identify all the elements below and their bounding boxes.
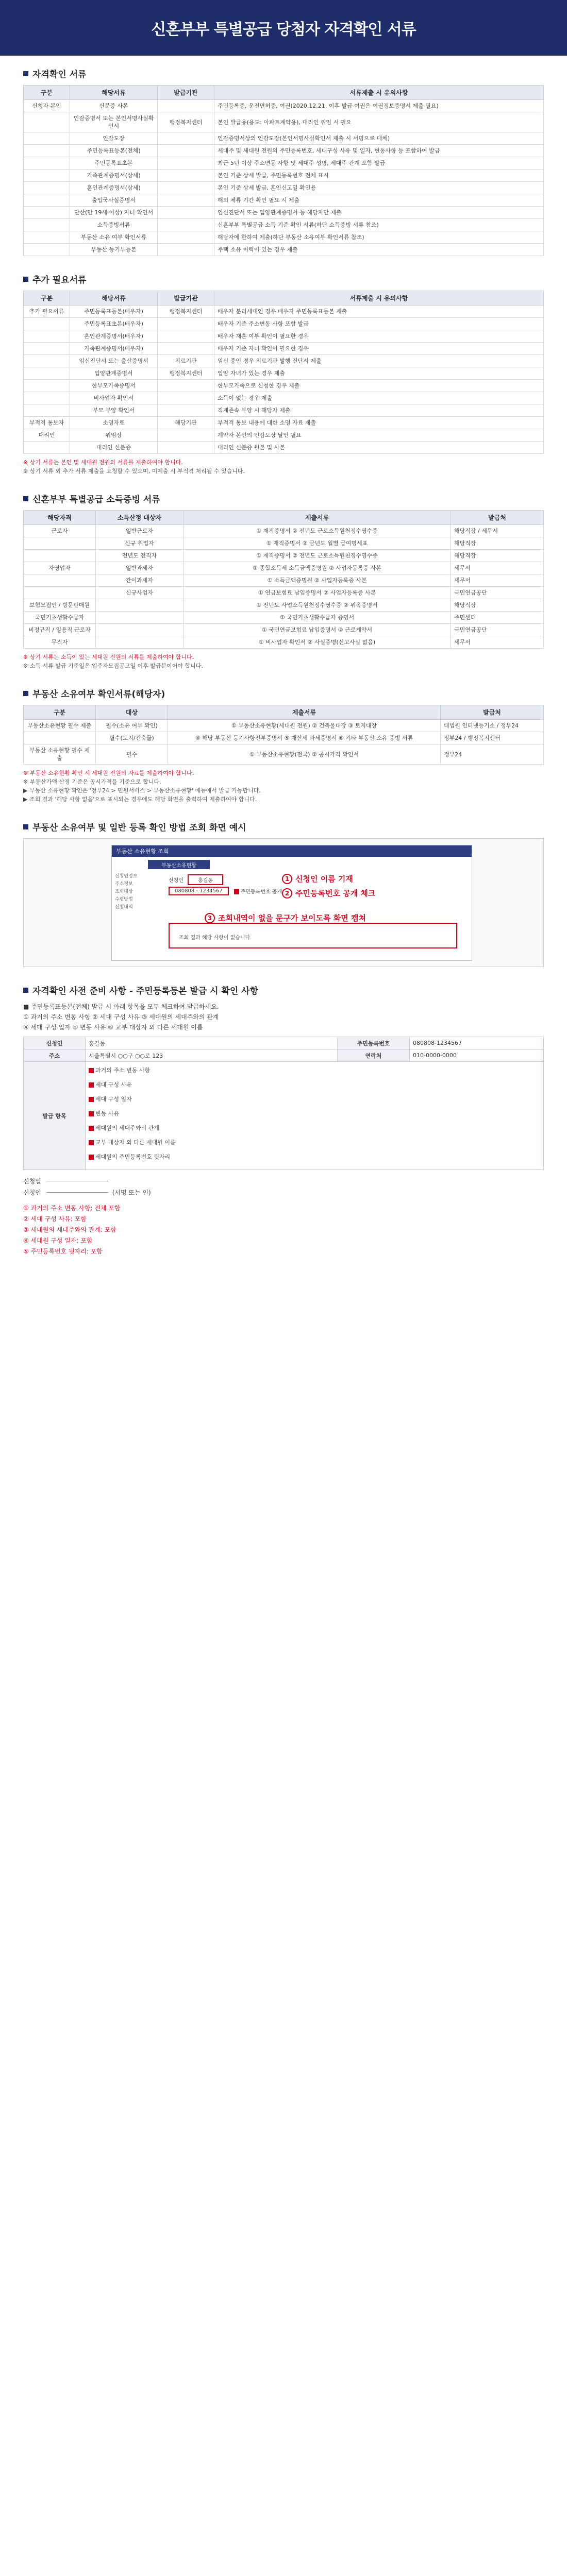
table-cell: 배우자 재혼 여부 확인이 필요한 경우 [214,330,544,343]
table-cell: 위임장 [70,429,158,442]
table-cell [158,380,214,392]
table-cell: 대리인 신분증 원본 및 사본 [214,442,544,454]
col-header: 발급기관 [158,291,214,306]
table-cell [24,330,70,343]
note-line: ▶ 조회 결과 '해당 사항 없음'으로 표시되는 경우에도 해당 화면을 출력하여 제출하여야 합니다. [23,796,257,803]
option-item[interactable]: 과거의 주소 변동 사항 [89,1066,540,1080]
section-title: 자격확인 사전 준비 사항 - 주민등록등본 발급 시 확인 사항 [23,984,544,996]
mock-side-item[interactable]: 주소정보 [115,882,133,887]
table-cell: 신규사업자 [96,587,184,599]
bottom-note: ④ 세대원 구성 일자: 포함 [23,1237,93,1244]
checkbox-icon [89,1097,94,1102]
table-cell: 입양 자녀가 있는 경우 제출 [214,367,544,380]
table-cell: ① 소득금액증명원 ② 사업자등록증 사본 [184,574,451,587]
table-cell [158,244,214,256]
sign-row: 신청인 (서명 또는 인) [23,1189,151,1196]
table-row [24,574,544,587]
table-cell: ① 국민기초생활수급자 증명서 [184,612,451,624]
table-cell [158,132,214,145]
col-header: 해당자격 [24,511,96,525]
form-value[interactable]: 홍길동 [86,1037,338,1049]
table-cell [158,429,214,442]
table-cell: 정부24 / 행정복지센터 [441,732,544,744]
table-cell [158,219,214,231]
table-row [24,367,544,380]
table-cell: 본인 기준 상세 발급, 주민등록번호 전체 표시 [214,170,544,182]
table-row [24,244,544,256]
checkbox-icon [89,1140,94,1145]
table-cell [158,157,214,170]
table-row [24,194,544,207]
rrn-row [169,887,282,895]
table-cell: 소득증빙서류 [70,219,158,231]
table-cell: 혼인관계증명서(상세) [70,182,158,194]
table-cell: 임신진단서 또는 입양관계증명서 등 해당자만 제출 [214,207,544,219]
table-cell [158,404,214,417]
table-cell: ① 재직증명서 ② 금년도 월별 급여명세표 [184,537,451,550]
form-label: 발급 항목 [24,1062,86,1170]
table-cell: 부동산 소유현황 필수 제출 [24,744,96,765]
table-cell: 주민센터 [451,612,544,624]
table-cell [158,145,214,157]
option-item[interactable]: 세대 구성 사유 [89,1080,540,1095]
option-item[interactable]: 세대원의 세대주와의 관계 [89,1124,540,1138]
table-cell: 비정규직 / 일용직 근로자 [24,624,96,636]
table-cell: 부적격 통보 내용에 대한 소명 자료 제출 [214,417,544,429]
table-cell [24,355,70,367]
table-cell [158,231,214,244]
table-cell: 입양관계증명서 [70,367,158,380]
table-cell: 대리인 신분증 [70,442,158,454]
table-cell: ① 재직증명서 ② 전년도 근로소득원천징수영수증 [184,525,451,537]
table-cell [158,182,214,194]
table-cell: ① 연금보험료 납입증명서 ② 사업자등록증 사본 [184,587,451,599]
table-cell: 부적격 통보자 [24,417,70,429]
table-cell [158,392,214,404]
notes [23,458,544,476]
col-header: 제출서류 [184,511,451,525]
col-header: 발급처 [441,705,544,720]
table-cell: ① 부동산소유현황(전국) ② 공시가격 확인서 [168,744,441,765]
table-cell [24,318,70,330]
table-cell [24,367,70,380]
table-cell: 일반근로자 [96,525,184,537]
bottom-note: ③ 세대원의 세대주와의 관계: 포함 [23,1226,116,1233]
qualification-table [23,85,544,256]
table-cell: 단산(만 19세 이상) 자녀 확인서 [70,207,158,219]
document-page [0,0,567,1278]
table-cell: 행정복지센터 [158,367,214,380]
rrn-public-checkbox[interactable]: 주민등록번호 공개 [234,887,282,895]
col-header: 대상 [96,705,168,720]
table-cell: 국민기초생활수급자 [24,612,96,624]
table-cell: 신분증 사본 [70,100,158,112]
table-row [24,306,544,318]
table-cell [96,599,184,612]
table-row [24,562,544,574]
table-row [24,636,544,649]
table-cell: 배우자 기준 자녀 확인이 필요한 경우 [214,343,544,355]
table-cell: 세무서 [451,636,544,649]
square-bullet-icon [23,691,28,696]
table-cell: 필수 [96,744,168,765]
table-row [24,744,544,765]
table-row [24,112,544,132]
table-cell [24,392,70,404]
note-line: ※ 상기 서류 외 추가 서류 제출을 요청할 수 있으며, 미제출 시 부적격 처리될 수 있습니다. [23,468,245,474]
prep-instructions [23,1002,544,1032]
page-title: 신혼부부 특별공급 당첨자 자격확인 서류 [151,21,416,39]
table-cell: 신혼부부 특별공급 소득 기준 확인 서류(하단 소득증빙 서류 참조) [214,219,544,231]
table-cell: 주택 소유 이력이 있는 경우 제출 [214,244,544,256]
table-cell: 가족관계증명서(상세) [70,170,158,182]
table-cell [24,380,70,392]
table-row [24,624,544,636]
table-cell [24,550,96,562]
table-row [24,720,544,732]
option-item[interactable]: 변동 사유 [89,1109,540,1124]
mock-side-item[interactable]: 조회대상 [115,889,133,894]
table-row [24,132,544,145]
table-cell: 정부24 [441,744,544,765]
table-cell [96,624,184,636]
option-item[interactable]: 교부 대상자 외 다른 세대원 이름 [89,1138,540,1153]
col-header: 서류제출 시 유의사항 [214,291,544,306]
guide-screenshot [23,838,544,967]
rrn-input[interactable]: 080808 - 1234567 [169,887,229,895]
table-cell [158,100,214,112]
form-label: 연락처 [338,1049,410,1062]
col-header: 발급기관 [158,86,214,100]
table-cell: 임신진단서 또는 출산증명서 [70,355,158,367]
table-row [24,537,544,550]
form-label: 주소 [24,1049,86,1062]
square-bullet-icon [23,824,28,829]
additional-table [23,291,544,454]
table-row [24,587,544,599]
form-value[interactable]: 010-0000-0000 [410,1049,544,1062]
table-cell: ① 종합소득세 소득금액증명원 ② 사업자등록증 사본 [184,562,451,574]
table-cell: 한부모가족으로 신청한 경우 제출 [214,380,544,392]
col-header: 소득산정 대상자 [96,511,184,525]
sign-row: 신청일 [23,1175,544,1187]
table-cell: 직계존속 부양 시 해당자 제출 [214,404,544,417]
form-label: 주민등록번호 [338,1037,410,1049]
table-cell: 세무서 [451,562,544,574]
table-cell [24,537,96,550]
prep-line: ① 과거의 주소 변동 사항 ② 세대 구성 사유 ③ 세대원의 세대주와의 관계 [23,1013,219,1021]
table-cell: 부모 부양 확인서 [70,404,158,417]
bottom-note: ⑤ 주민등록번호 뒷자리: 포함 [23,1248,103,1255]
table-row [24,100,544,112]
table-cell [158,343,214,355]
table-cell: 주민등록표초본(배우자) [70,318,158,330]
table-cell [24,145,70,157]
table-cell: 보험모집인 / 방문판매원 [24,599,96,612]
table-cell: 주민등록증, 운전면허증, 여권(2020.12.21. 이후 발급 여권은 여권정보증명서 제출 필요) [214,100,544,112]
table-cell: 국민연금공단 [451,587,544,599]
table-cell: 의료기관 [158,355,214,367]
section-title: 신혼부부 특별공급 소득증빙 서류 [23,492,544,505]
table-cell: 신규 취업자 [96,537,184,550]
table-cell: ① 부동산소유현황(세대원 전원) ② 건축물대장 ③ 토지대장 [168,720,441,732]
square-bullet-icon [23,988,28,993]
table-cell: 해당직장 [451,599,544,612]
bottom-note: ① 과거의 주소 변동 사항: 전체 포함 [23,1205,121,1212]
col-header: 해당서류 [70,86,158,100]
table-cell [158,318,214,330]
table-cell: 한부모가족증명서 [70,380,158,392]
table-cell: 부동산소유현황 필수 제출 [24,720,96,732]
table-cell: 가족관계증명서(배우자) [70,343,158,355]
mock-sidebar [115,872,161,911]
table-row [24,355,544,367]
table-cell: 대리인 [24,429,70,442]
table-cell: 출입국사실증명서 [70,194,158,207]
note-line: ※ 소득 서류 발급 기준일은 입주자모집공고일 이후 발급분이어야 합니다. [23,663,203,669]
table-row [24,392,544,404]
annotation-2: 2 주민등록번호 공개 체크 [282,888,375,899]
section-additional-docs [0,261,567,481]
table-cell: 무직자 [24,636,96,649]
bottom-notes [23,1203,544,1257]
table-cell: ① 국민연금보험료 납입증명서 ② 근로계약서 [184,624,451,636]
table-cell: ① 비사업자 확인서 ② 사실증명(신고사실 없음) [184,636,451,649]
checkbox-icon [89,1068,94,1073]
section-prep [0,972,567,1278]
signature-area [23,1175,544,1198]
table-cell: 자영업자 [24,562,96,574]
table-cell: 세대주 및 세대원 전원의 주민등록번호, 세대구성 사유 및 일자, 변동사항 등 포함하여 발급 [214,145,544,157]
table-cell: 행정복지센터 [158,112,214,132]
note-line: ※ 상기 서류는 본인 및 세대원 전원의 서류를 제출하여야 합니다. [23,459,183,466]
table-row [24,525,544,537]
table-cell: 대법원 인터넷등기소 / 정부24 [441,720,544,732]
checkbox-icon [89,1155,94,1160]
col-header: 서류제출 시 유의사항 [214,86,544,100]
note-line: ※ 부동산가액 산정 기준은 공시가격을 기준으로 합니다. [23,778,161,785]
name-row [169,874,223,885]
table-cell [158,194,214,207]
table-cell: 행정복지센터 [158,306,214,318]
table-cell: 해외 체류 기간 확인 필요 시 제출 [214,194,544,207]
table-cell: 인감도장 [70,132,158,145]
table-row [24,599,544,612]
note-line: ※ 부동산 소유현황 확인 시 세대원 전원의 자료를 제출하여야 합니다. [23,770,194,776]
property-table [23,705,544,765]
table-cell [96,612,184,624]
table-cell: 혼인관계증명서(배우자) [70,330,158,343]
section-title: 자격확인 서류 [23,67,544,80]
table-cell: 주민등록표초본 [70,157,158,170]
result-text: 조회 결과 해당 사항이 없습니다. [179,935,252,941]
mock-window-title: 부동산 소유현황 조회 [112,845,472,857]
prep-line: ■ 주민등록표등본(전체) 발급 시 아래 항목을 모두 체크하여 발급하세요. [23,1003,219,1010]
mock-side-item[interactable]: 신청내역 [115,905,133,910]
square-bullet-icon [23,277,28,282]
table-row [24,145,544,157]
table-row [24,380,544,392]
table-row [24,170,544,182]
options-cell [86,1062,544,1170]
table-cell: 해당기관 [158,417,214,429]
table-cell [24,132,70,145]
table-cell [24,587,96,599]
table-row [24,550,544,562]
table-row [24,612,544,624]
table-cell [24,170,70,182]
square-bullet-icon [23,496,28,501]
col-header: 구분 [24,705,96,720]
section-income-docs [0,481,567,675]
table-cell: 주민등록표등본(전체) [70,145,158,157]
table-cell: 부동산 등기부등본 [70,244,158,256]
table-cell [158,170,214,182]
section-title: 추가 필요서류 [23,273,544,285]
section-qualification-docs [0,56,567,261]
title-bar [0,0,567,56]
table-row [24,330,544,343]
col-header: 제출서류 [168,705,441,720]
table-cell [24,732,96,744]
table-cell [24,574,96,587]
table-cell: 필수(소유 여부 확인) [96,720,168,732]
table-row [24,404,544,417]
table-cell [24,207,70,219]
table-cell [24,219,70,231]
square-bullet-icon [23,71,28,76]
section-lookup-guide [0,809,567,972]
section-title: 부동산 소유여부 및 일반 등록 확인 방법 조회 화면 예시 [23,820,544,833]
mock-tab[interactable]: 부동산소유현황 [148,860,210,869]
table-row [24,231,544,244]
option-item[interactable]: 세대원의 주민등록번호 뒷자리 [89,1153,540,1167]
table-cell: ④ 해당 부동산 등기사항전부증명서 ⑤ 재산세 과세증명서 ⑥ 기타 부동산 소유 증빙 서류 [168,732,441,744]
table-row [24,429,544,442]
income-table [23,510,544,649]
table-cell [24,194,70,207]
table-cell: 세무서 [451,574,544,587]
table-row [24,157,544,170]
table-cell: 부동산 소유 여부 확인서류 [70,231,158,244]
notes [23,769,544,804]
section-property-docs [0,675,567,809]
table-cell: 해당직장 / 세무서 [451,525,544,537]
request-form [23,1037,544,1170]
mock-side-item[interactable]: 수령방법 [115,897,133,902]
table-cell: 배우자 기준 주소변동 사항 포함 발급 [214,318,544,330]
table-cell [24,112,70,132]
table-cell: 본인 기준 상세 발급, 혼인신고일 확인용 [214,182,544,194]
table-cell: 계약자 본인의 인감도장 날인 필요 [214,429,544,442]
note-line: ▶ 부동산 소유현황 확인은 '정부24 > 민원서비스 > 부동산소유현황' 메뉴에서 발급 가능합니다. [23,787,261,794]
annotation-3: 3 조회내역이 없을 문구가 보이도록 화면 캡쳐 [205,912,366,923]
table-row [24,442,544,454]
option-item[interactable]: 세대 구성 일자 [89,1095,540,1109]
table-cell: 본인 발급용(용도: 아파트계약용), 대리인 위임 시 필요 [214,112,544,132]
table-cell: 신청자 본인 [24,100,70,112]
table-row [24,182,544,194]
col-header: 발급처 [451,511,544,525]
checkbox-icon [89,1082,94,1088]
section-title: 부동산 소유여부 확인서류(해당자) [23,687,544,700]
checkmark-icon [234,889,239,894]
bottom-note: ② 세대 구성 사유: 포함 [23,1215,87,1223]
table-cell: 임신 중인 경우 의료기관 발행 진단서 제출 [214,355,544,367]
note-line: ※ 상기 서류는 소득이 있는 세대원 전원의 서류를 제출하여야 합니다. [23,654,194,660]
table-cell [24,231,70,244]
table-cell: 해당자에 한하여 제출(하단 부동산 소유여부 확인서류 참조) [214,231,544,244]
table-cell [96,636,184,649]
table-cell: 일반과세자 [96,562,184,574]
table-cell: 간이과세자 [96,574,184,587]
table-cell: 전년도 전직자 [96,550,184,562]
table-cell [24,182,70,194]
table-cell [24,157,70,170]
table-cell: 소명자료 [70,417,158,429]
table-cell [24,343,70,355]
name-label: 신청인 [169,878,184,884]
table-cell: ① 전년도 사업소득원천징수영수증 ② 위촉증명서 [184,599,451,612]
table-cell [24,244,70,256]
signature-line[interactable] [46,1192,108,1193]
table-cell: ① 재직증명서 ② 전년도 근로소득원천징수영수증 [184,550,451,562]
table-cell: 국민연금공단 [451,624,544,636]
table-cell [158,330,214,343]
table-cell: 소득이 없는 경우 제출 [214,392,544,404]
table-cell: 인감증명서상의 인감도장(본인서명사실확인서 제출 시 서명으로 대체) [214,132,544,145]
table-cell: 근로자 [24,525,96,537]
form-value[interactable]: 080808-1234567 [410,1037,544,1049]
col-header: 구분 [24,86,70,100]
table-cell [158,207,214,219]
table-cell: 인감증명서 또는 본인서명사실확인서 [70,112,158,132]
table-cell [24,442,70,454]
checkbox-icon [89,1126,94,1131]
table-cell: 추가 필요서류 [24,306,70,318]
table-row [24,207,544,219]
prep-line: ④ 세대 구성 일자 ⑤ 변동 사유 ⑥ 교부 대상자 외 다른 세대원 이름 [23,1024,203,1031]
mock-window [111,845,472,961]
table-cell: 해당직장 [451,550,544,562]
table-row [24,343,544,355]
notes [23,653,544,670]
table-cell: 비사업자 확인서 [70,392,158,404]
annotation-1: 1 신청인 이름 기재 [282,873,353,884]
form-value[interactable]: 서울특별시 ○○구 ○○로 123 [86,1049,338,1062]
mock-side-item[interactable]: 신청인정보 [115,874,138,879]
table-cell: 해당직장 [451,537,544,550]
table-cell: 최근 5년 이상 주소변동 사항 및 세대주 성명, 세대주 관계 포함 발급 [214,157,544,170]
table-row [24,318,544,330]
table-cell: 필수(토지/건축물) [96,732,168,744]
table-cell [24,404,70,417]
checkbox-icon [89,1111,94,1116]
form-label: 신청인 [24,1037,86,1049]
table-cell: 주민등록표등본(배우자) [70,306,158,318]
table-cell [158,442,214,454]
name-input[interactable]: 홍길동 [188,874,223,885]
table-cell: 배우자 분리세대인 경우 배우자 주민등록표등본 제출 [214,306,544,318]
col-header: 해당서류 [70,291,158,306]
table-row [24,417,544,429]
table-row [24,732,544,744]
table-row [24,219,544,231]
col-header: 구분 [24,291,70,306]
